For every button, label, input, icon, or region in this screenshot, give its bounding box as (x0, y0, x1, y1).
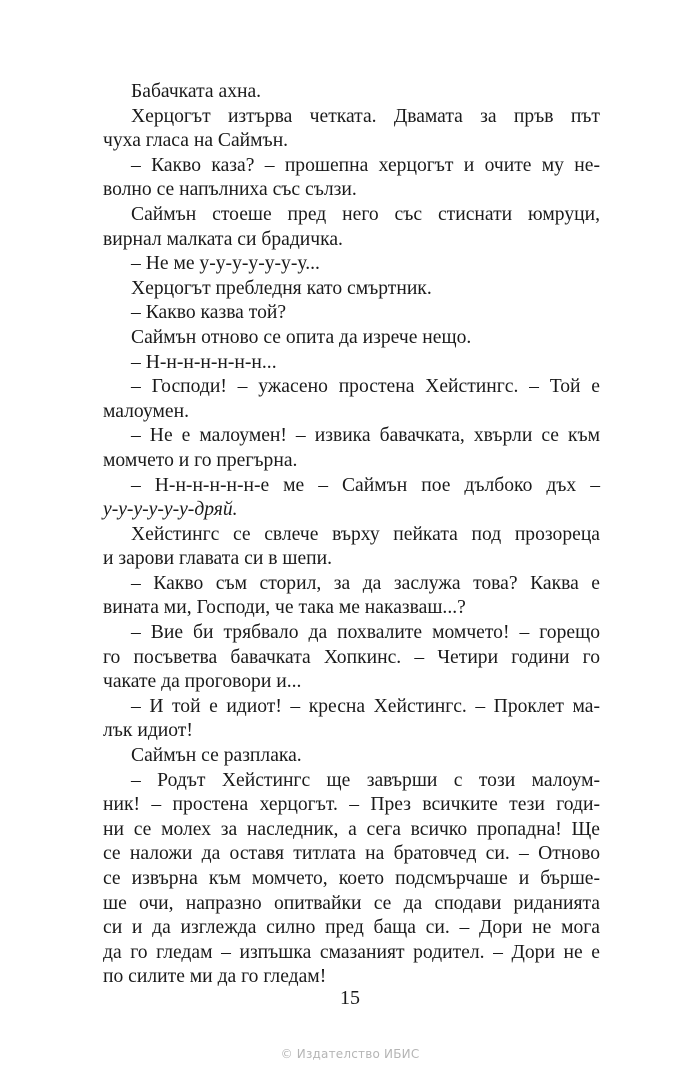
text-line: по силите ми да го гледам! (103, 966, 327, 988)
text-line: – Вие би трябвало да похвалите момчето! – горещо (131, 622, 600, 644)
text-line: се извърна към момчето, което подсмърчаше и бърше- (103, 868, 600, 889)
text-line: да го гледам – изпъшка смазаният родител. – Дори не е (103, 941, 600, 963)
text-line: – Какво казва той? (131, 302, 287, 324)
text-line: лък идиот! (103, 720, 193, 742)
text-line: момчето и го прегърна. (103, 449, 298, 471)
paragraph-block (103, 80, 600, 990)
text-line: волно се напълниха със сълзи. (103, 179, 357, 201)
text-line: Бабачката ахна. (131, 81, 262, 102)
text-line: Саймън се разплака. (131, 745, 302, 767)
text-line: чакате да проговори и... (103, 671, 302, 693)
text-line: се наложи да оставя титлата на братовчед си. – Отново (103, 843, 600, 865)
text-line: малоумен. (103, 400, 189, 422)
text-line: Саймън отново се опита да изрече нещо. (131, 326, 472, 348)
text-line: ни се молех за наследник, а сега всичко пропадна! Ще (103, 818, 600, 840)
text-line: – Не е малоумен! – извика бавачката, хвърли се към (131, 425, 600, 447)
text-line: вината ми, Господи, че така ме наказваш...? (103, 597, 466, 619)
text-line: – Н-н-н-н-н-н-н... (131, 351, 277, 373)
text-line: – Какво каза? – прошепна херцогът и очите му не- (131, 154, 600, 176)
text-line: ник! – простена херцогът. – През всичките тези годи- (103, 794, 600, 816)
text-line: и зарови главата си в шепи. (103, 548, 333, 570)
text-line: чуха гласа на Саймън. (103, 130, 289, 152)
text-line: Хейстингс се свлече върху пейката под прозореца (131, 523, 600, 545)
text-line: ше очи, напразно опитвайки се да сподави риданията (103, 892, 600, 914)
text-line: – Не ме у-у-у-у-у-у-у... (131, 253, 320, 275)
text-line: – Н-н-н-н-н-н-е ме – Саймън пое дълбоко дъх – (131, 474, 600, 496)
publisher-watermark: © Издателство ИБИС (280, 1047, 420, 1061)
page-number: 15 (340, 987, 360, 1009)
text-line: го посъветва бавачката Хопкинс. – Четири години го (103, 646, 600, 668)
text-line: у-у-у-у-у-у-дряй. (103, 499, 238, 521)
text-line: Саймън стоеше пред него със стиснати юмруци, (131, 203, 600, 225)
text-line: Херцогът изтърва четката. Двамата за пръв път (131, 105, 600, 127)
text-line: – Господи! – ужасено простена Хейстингс. – Той е (131, 376, 600, 398)
text-line: си и да изглежда силно пред баща си. – Дори не мога (103, 917, 600, 939)
text-line: – Родът Хейстингс ще завърши с този малоум- (131, 769, 600, 791)
body-text (103, 80, 600, 990)
text-line: вирнал малката си брадичка. (103, 228, 343, 250)
text-line: – И той е идиот! – кресна Хейстингс. – Проклет ма- (131, 695, 600, 717)
text-line: Херцогът пребледня като смъртник. (131, 277, 432, 299)
text-line: – Какво съм сторил, за да заслужа това? Каква е (131, 572, 600, 594)
